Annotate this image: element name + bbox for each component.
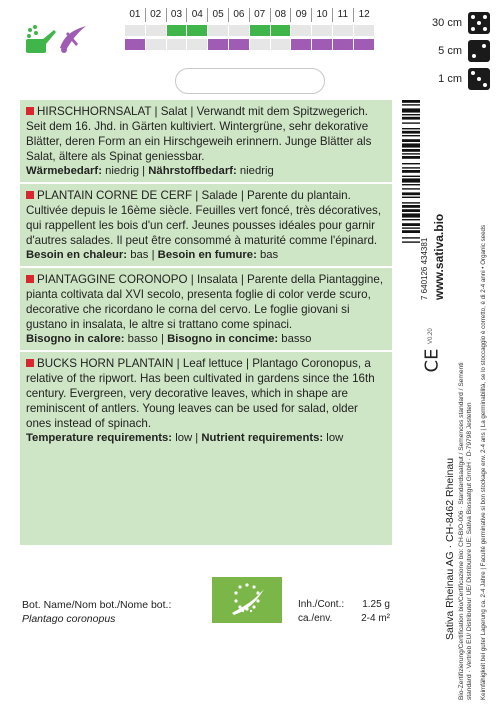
certification-line-1: Bio-Zertifizierung/Certification bio/Certificazione bio: CH-BIO-006 · Standardsaatgut / Semences standard / Sementi — [458, 362, 465, 700]
red-square-icon — [26, 359, 34, 367]
title-en: BUCKS HORN PLANTAIN — [37, 357, 174, 370]
harvest-cell — [250, 39, 271, 50]
harvest-cell — [312, 39, 333, 50]
sowing-calendar — [125, 8, 375, 56]
germination-info: Keimfähigkeit bei guter Lagerung ca. 2-4 Jahre | Faculté germinative si bon stockage env. 2-4 ans | La germinabilità, se lo stoccaggio è corretto, è di 2-4 anni • Organic seeds — [480, 224, 487, 700]
barcode-bar — [402, 188, 420, 189]
barcode-bar — [402, 178, 420, 182]
certification-line-2: standard · Vertrieb EU/ Distributeur UE/ Distributore UE: Sativa Biosaatgut GmbH · D-79798 Jestetten — [466, 402, 473, 700]
body-it: | Insalata | Parente della Piantaggine, pianta coltivata dal XVI secolo, presenta foglie di color verde scuro, decorative che ricordano le corna del cervo. Le foglie giovani si gustano in insalata, le altre si trattano come spinaci. — [26, 273, 384, 331]
req1-value: basso — [124, 333, 158, 345]
size-label: 1 cm — [438, 73, 462, 85]
barcode-bar — [402, 205, 420, 208]
req2-value: niedrig — [236, 165, 274, 177]
eu-organic-logo — [212, 577, 282, 623]
barcode — [402, 100, 422, 300]
barcode-number: 7 640126 434381 — [420, 237, 429, 300]
barcode-bar — [402, 131, 420, 134]
sowing-bar — [125, 25, 375, 36]
barcode-bar — [402, 128, 420, 129]
barcode-bar — [402, 163, 420, 164]
barcode-bar — [402, 156, 420, 159]
title-de: HIRSCHHORNSALAT — [37, 105, 152, 118]
month-label: 04 — [187, 8, 208, 22]
sowing-cell — [208, 25, 229, 36]
body-de: | Salat | Verwandt mit dem Spitzwegerich. Seit dem 16. Jhd. in Gärten kultiviert. Wintergrüne, sehr dekorative Blätter, deren Form an ein Hirschgeweih erinnern. Junge Blätter als Salat, ältere als Spinat geniessbar. — [26, 105, 372, 163]
red-square-icon — [26, 275, 34, 283]
harvest-bar — [125, 39, 375, 50]
req1-label: Bisogno in calore: — [26, 333, 125, 345]
sowing-cell — [146, 25, 167, 36]
body-en: | Leaf lettuce | Plantago Coronopus, a relative of the ripwort. Has been cultivated in gardens since the 16th century. Evergreen, very decorative leaves, which in shape are reminiscent of antlers. Young leaves can be used for salad, older ones instead of spinach. — [26, 357, 375, 430]
barcode-bar — [402, 197, 420, 198]
dice-two-icon — [468, 40, 490, 62]
req2-label: Nährstoffbedarf: — [148, 165, 237, 177]
req2-label: Nutrient requirements: — [201, 432, 324, 444]
month-label: 01 — [125, 8, 146, 22]
description-panel — [20, 100, 392, 545]
month-labels — [125, 8, 375, 22]
size-row-5 — [400, 38, 490, 64]
barcode-bar — [402, 184, 420, 185]
harvest-cell — [187, 39, 208, 50]
sowing-cell — [229, 25, 250, 36]
barcode-bar — [402, 223, 420, 226]
req1-label: Wärmebedarf: — [26, 165, 102, 177]
harvest-cell — [291, 39, 312, 50]
size-row-30 — [400, 10, 490, 36]
req2-value: basso — [278, 333, 312, 345]
area-label: ca./env. — [298, 613, 333, 624]
month-label: 06 — [229, 8, 250, 22]
month-label: 09 — [291, 8, 312, 22]
barcode-bar — [402, 219, 420, 220]
req1-value: bas — [127, 249, 149, 261]
barcode-bar — [402, 213, 420, 217]
barcode-bar — [402, 114, 420, 115]
sowing-cell — [125, 25, 146, 36]
barcode-bar — [402, 149, 420, 152]
month-label: 10 — [312, 8, 333, 22]
area-value: 2-4 m² — [361, 613, 390, 624]
month-label: 05 — [208, 8, 229, 22]
title-it: PIANTAGGINE CORONOPO — [37, 273, 188, 286]
spacing-legend — [400, 10, 490, 94]
sowing-cell — [333, 25, 354, 36]
req2-label: Besoin en fumure: — [157, 249, 257, 261]
barcode-bar — [402, 143, 420, 147]
botanical-name — [22, 598, 171, 626]
dice-three-icon — [468, 68, 490, 90]
barcode-bar — [402, 176, 420, 177]
botanical-value: Plantago coronopus — [22, 613, 116, 625]
barcode-bar — [402, 122, 420, 123]
description-en: BUCKS HORN PLANTAIN | Leaf lettuce | Plantago Coronopus, a relative of the ripwort. Has been cultivated in gardens since the 16th century. Evergreen, very decorative leaves, which in shape are reminiscent of antlers. Young leaves can be used for salad, older ones instead of spinach. Temperature requirements: low | Nutrient requirements: low — [26, 357, 375, 444]
month-label: 12 — [358, 9, 370, 20]
month-label: 03 — [167, 8, 188, 22]
dice-five-icon — [468, 12, 490, 34]
barcode-bar — [402, 117, 420, 120]
sowing-cell — [167, 25, 188, 36]
harvest-cell — [146, 39, 167, 50]
botanical-label: Bot. Name/Nom bot./Nome bot.: — [22, 599, 172, 611]
harvest-cell — [271, 39, 292, 50]
barcode-bar — [402, 192, 420, 195]
month-label: 02 — [146, 8, 167, 22]
ce-mark: CE — [421, 348, 443, 373]
size-row-1 — [400, 66, 490, 92]
barcode-bar — [402, 135, 420, 136]
website: www.sativa.bio — [432, 213, 446, 300]
description-fr: PLANTAIN CORNE DE CERF | Salade | Parente du plantain. Cultivée depuis le 16ème siècle. Feuilles vert foncé, très décoratives, qui rappellent les bois d'un cerf. Jeunes pousses idéales pour garnir d'autres salades. Il peut être consommé à maturité comme l'épinard. Besoin en chaleur: bas | Besoin en fumure: bas — [20, 184, 392, 268]
month-label: 07 — [250, 8, 271, 22]
company-name: Sativa Rheinau AG · CH-8462 Rheinau — [444, 457, 456, 640]
contents-info — [298, 598, 390, 626]
scissors-icon — [56, 24, 90, 59]
description-it: PIANTAGGINE CORONOPO | Insalata | Parente della Piantaggine, pianta coltivata dal XVI secolo, presenta foglie di color verde scuro, decorative che ricordano le corna del cervo. Le foglie giovani si gustano in insalata, le altre si trattano come spinaci. Bisogno in calore: basso | Bisogno in concime: basso — [20, 268, 392, 352]
content-label: Inh./Cont.: — [298, 599, 345, 610]
sowing-cell — [250, 25, 271, 36]
version: V0.20 — [428, 328, 434, 344]
sowing-cell — [312, 25, 333, 36]
barcode-bar — [402, 202, 420, 203]
body-fr: | Salade | Parente du plantain. Cultivée depuis le 16ème siècle. Feuilles vert foncé, très décoratives, qui rappellent les bois d'un cerf. Jeunes pousses idéales pour garnir d'autres salades. Il peut être consommé à maturité comme l'épinard. — [26, 189, 382, 247]
harvest-cell — [333, 39, 354, 50]
barcode-bar — [402, 108, 420, 112]
harvest-cell — [167, 39, 188, 50]
harvest-cell — [229, 39, 250, 50]
req2-value: low — [323, 432, 344, 444]
barcode-bar — [402, 241, 420, 242]
sowing-cell — [354, 25, 375, 36]
req1-value: low — [172, 432, 193, 444]
month-label: 11 — [333, 8, 354, 22]
harvest-cell — [125, 39, 146, 50]
barcode-bar — [402, 230, 420, 233]
harvest-cell — [354, 39, 375, 50]
barcode-bar — [402, 104, 420, 105]
barcode-bar — [402, 167, 420, 168]
req2-value: bas — [256, 249, 279, 261]
barcode-bar — [402, 100, 420, 103]
window-oval — [175, 68, 325, 94]
barcode-bar — [402, 227, 420, 228]
month-label: 08 — [271, 8, 292, 22]
sowing-cell — [291, 25, 312, 36]
title-fr: PLANTAIN CORNE DE CERF — [37, 189, 193, 202]
req1-label: Temperature requirements: — [26, 432, 173, 444]
sowing-cell — [187, 25, 208, 36]
req1-label: Besoin en chaleur: — [26, 249, 128, 261]
req1-value: niedrig — [101, 165, 140, 177]
red-square-icon — [26, 107, 34, 115]
description-de: HIRSCHHORNSALAT | Salat | Verwandt mit dem Spitzwegerich. Seit dem 16. Jhd. in Gärten kultiviert. Wintergrüne, sehr dekorative Blätter, deren Form an ein Hirschgeweih erinnern. Junge Blätter als Salat, ältere als Spinat geniessbar. Wärmebedarf: niedrig | Nährstoffbedarf: niedrig — [20, 100, 392, 184]
barcode-bar — [402, 170, 420, 173]
sowing-cell — [271, 25, 292, 36]
size-label: 5 cm — [438, 45, 462, 57]
content-value: 1.25 g — [362, 599, 390, 610]
barcode-bar — [402, 237, 420, 238]
barcode-bar — [402, 209, 420, 212]
barcode-bar — [402, 139, 420, 142]
red-square-icon — [26, 191, 34, 199]
barcode-bar — [402, 153, 420, 154]
harvest-cell — [208, 39, 229, 50]
size-label: 30 cm — [432, 17, 462, 29]
req2-label: Bisogno in concime: — [167, 333, 279, 345]
